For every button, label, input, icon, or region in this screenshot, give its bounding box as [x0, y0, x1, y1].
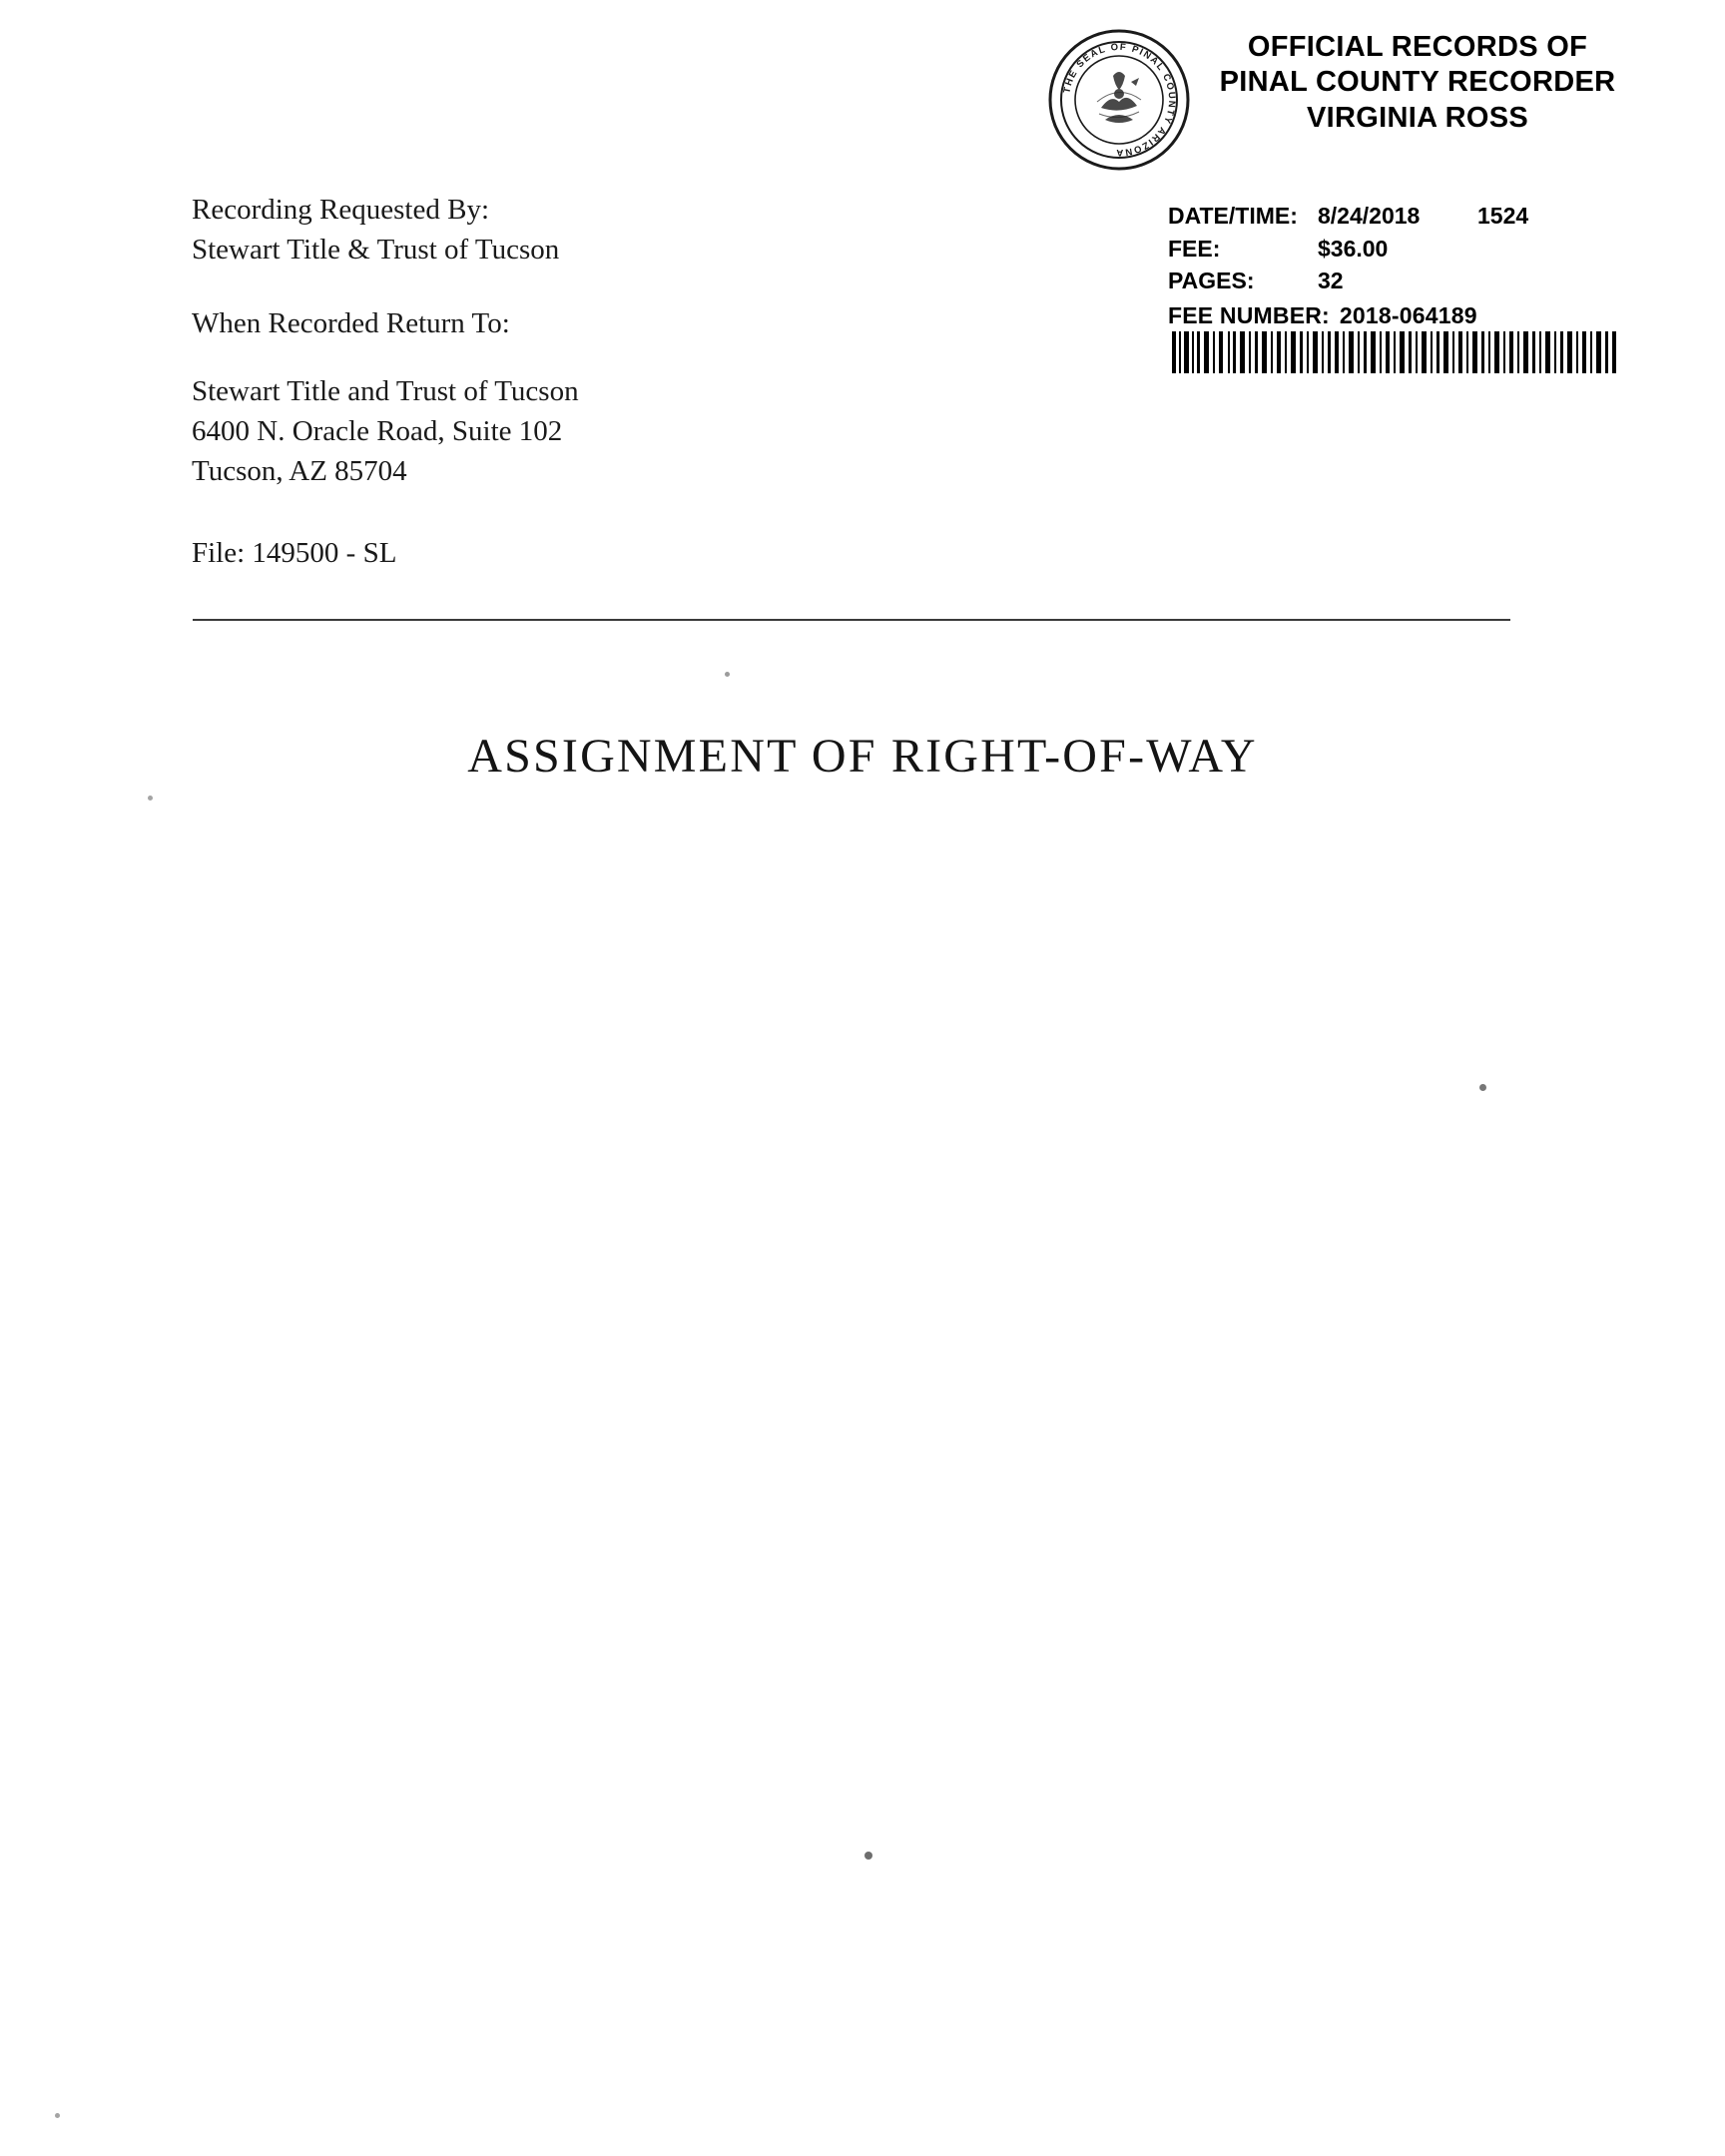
datetime-value: 8/24/2018	[1318, 203, 1421, 229]
return-address-city-state-zip: Tucson, AZ 85704	[192, 455, 407, 488]
datetime-label: DATE/TIME:	[1168, 203, 1298, 229]
return-address-name: Stewart Title and Trust of Tucson	[192, 375, 579, 408]
fee-label: FEE:	[1168, 235, 1221, 262]
pages-value: 32	[1318, 268, 1344, 294]
recorder-title-line3: VIRGINIA ROSS	[1307, 101, 1528, 134]
scan-speck	[725, 672, 730, 677]
datetime-time-value: 1524	[1477, 203, 1529, 229]
svg-text:THE SEAL OF PINAL COUNTY ARIZO: THE SEAL OF PINAL COUNTY ARIZONA	[1061, 41, 1178, 159]
scan-speck	[1479, 1084, 1486, 1091]
pages-label: PAGES:	[1168, 268, 1255, 294]
page-title: ASSIGNMENT OF RIGHT-OF-WAY	[467, 730, 1258, 783]
metadata-row-pages	[1168, 265, 1528, 297]
scan-speck	[55, 2113, 60, 2118]
file-number-line: File: 149500 - SL	[192, 537, 397, 570]
requester-block	[192, 190, 579, 573]
recording-metadata	[1168, 200, 1528, 332]
fee-number-label: FEE NUMBER:	[1168, 301, 1330, 328]
recording-requested-by-name: Stewart Title & Trust of Tucson	[192, 234, 560, 267]
fee-value: $36.00	[1318, 235, 1389, 262]
scan-speck	[148, 796, 153, 801]
recording-barcode	[1170, 331, 1619, 373]
metadata-row-fee	[1168, 233, 1528, 266]
metadata-row-datetime	[1168, 200, 1528, 233]
header-divider	[193, 619, 1510, 621]
metadata-row-fee-number	[1168, 299, 1528, 332]
fee-number-value: 2018-064189	[1339, 301, 1477, 328]
recorder-header	[1028, 30, 1667, 136]
when-recorded-return-to-label: When Recorded Return To:	[192, 307, 510, 340]
recorder-title-line2: PINAL COUNTY RECORDER	[1219, 66, 1616, 99]
scan-speck	[864, 1852, 872, 1860]
return-address-street: 6400 N. Oracle Road, Suite 102	[192, 415, 563, 448]
recorder-title-line1: OFFICIAL RECORDS OF	[1247, 31, 1588, 63]
recording-requested-by-label: Recording Requested By:	[192, 194, 490, 226]
